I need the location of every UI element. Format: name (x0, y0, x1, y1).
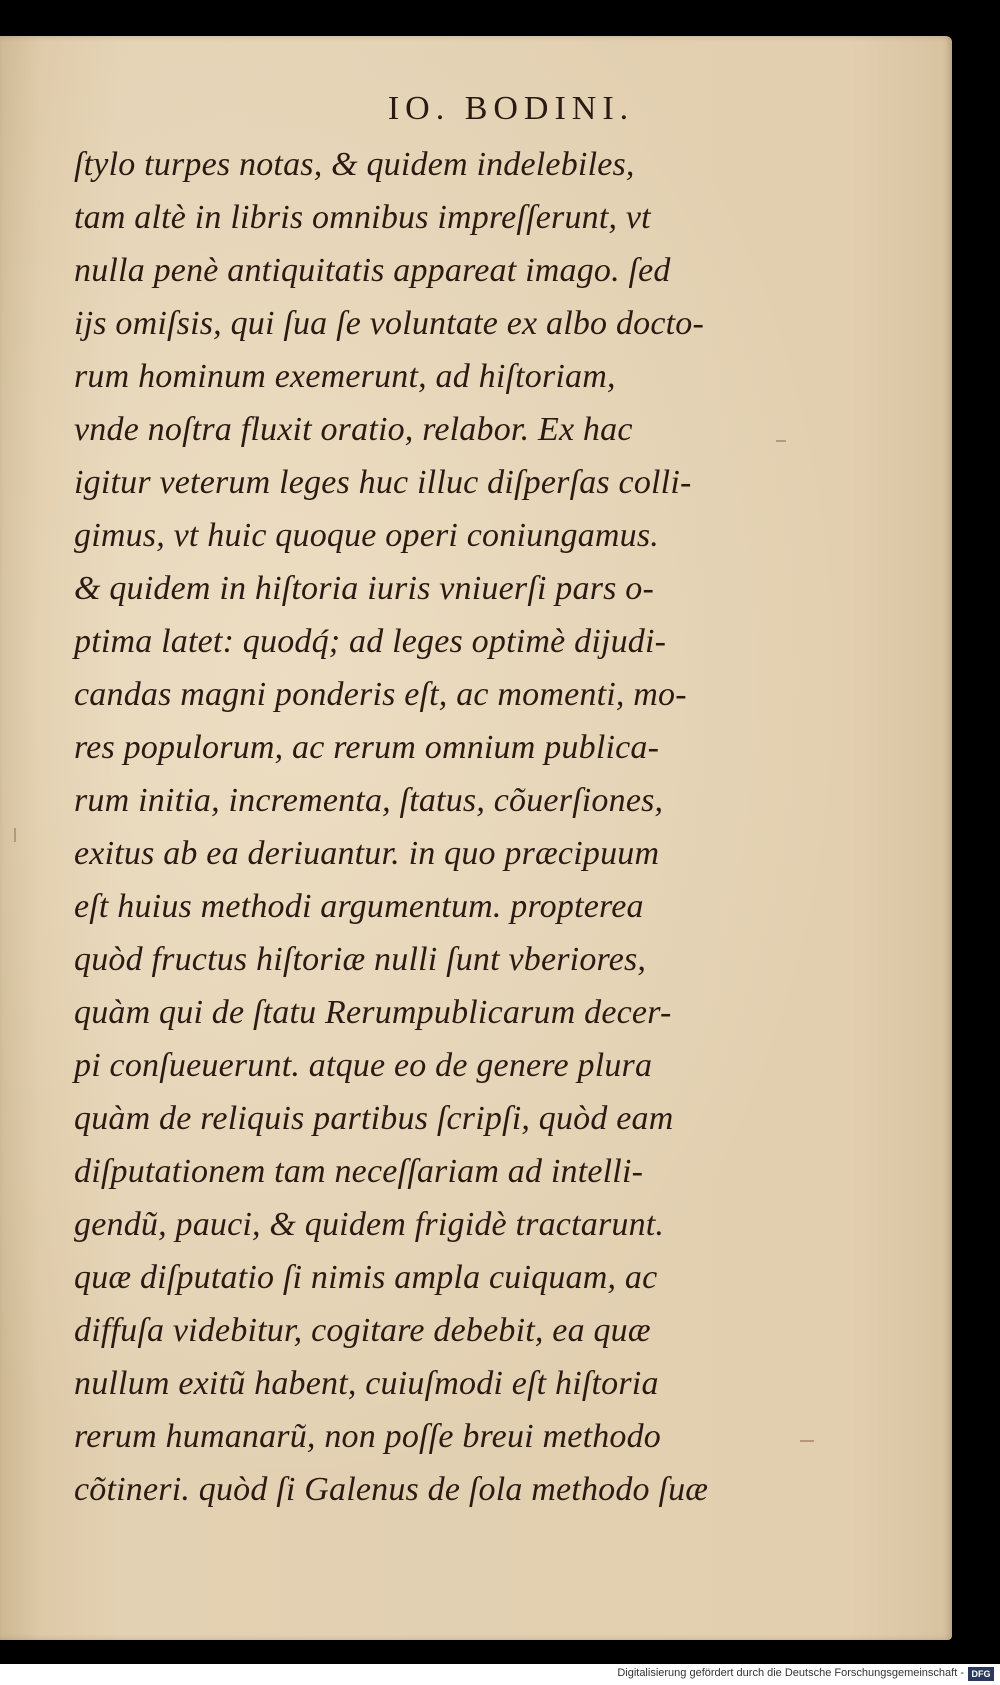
text-line: ſtylo turpes notas, & quidem indelebiles, (74, 146, 635, 183)
text-line: pi conſueuerunt. atque eo de genere plura (74, 1047, 653, 1084)
text-line: quòd fructus hiſtoriæ nulli ſunt vberiores, (74, 941, 647, 978)
text-line: quàm de reliquis partibus ſcripſi, quòd eam (74, 1100, 674, 1137)
dfg-logo: DFG (968, 1667, 994, 1681)
text-line: igitur veterum leges huc illuc diſperſas colli- (74, 464, 692, 501)
book-page (0, 36, 952, 1640)
text-line: res populorum, ac rerum omnium publica- (74, 729, 660, 766)
margin-mark (14, 828, 16, 842)
text-block (74, 138, 774, 1516)
text-line: diffuſa videbitur, cogitare debebit, ea quæ (74, 1312, 651, 1349)
text-line: tam altè in libris omnibus impreſſerunt, vt (74, 199, 651, 236)
footer-bar (0, 1664, 1000, 1685)
text-line: quæ diſputatio ſi nimis ampla cuiquam, ac (74, 1259, 658, 1296)
margin-mark (776, 440, 786, 442)
text-line: nullum exitũ habent, cuiuſmodi eſt hiſtoria (74, 1365, 659, 1402)
text-line: cõtineri. quòd ſi Galenus de ſola methodo ſuæ (74, 1471, 709, 1508)
text-line: eſt huius methodi argumentum. propterea (74, 888, 644, 925)
text-line: & quidem in hiſtoria iuris vniuerſi pars o- (74, 570, 654, 607)
text-line: rerum humanarũ, non poſſe breui methodo (74, 1418, 662, 1455)
text-line: rum initia, incrementa, ſtatus, cõuerſiones, (74, 782, 664, 819)
text-line: exitus ab ea deriuantur. in quo præcipuum (74, 835, 660, 872)
margin-mark (800, 1440, 814, 1442)
text-line: nulla penè antiquitatis appareat imago. ſed (74, 252, 671, 289)
text-line: gendũ, pauci, & quidem frigidè tractarunt. (74, 1206, 665, 1243)
text-line: gimus, vt huic quoque operi coniungamus. (74, 517, 659, 554)
text-line: diſputationem tam neceſſariam ad intelli- (74, 1153, 644, 1190)
text-line: quàm qui de ſtatu Rerumpublicarum decer- (74, 994, 672, 1031)
funding-credit: Digitalisierung gefördert durch die Deutsche Forschungsgemeinschaft - (617, 1667, 964, 1679)
text-line: vnde noſtra fluxit oratio, relabor. Ex hac (74, 411, 633, 448)
text-line: ptima latet: quodq́; ad leges optimè dijudi- (74, 623, 667, 660)
text-line: rum hominum exemerunt, ad hiſtoriam, (74, 358, 616, 395)
running-head: IO. BODINI. (387, 90, 635, 127)
text-line: ijs omiſsis, qui ſua ſe voluntate ex albo docto- (74, 305, 705, 342)
text-line: candas magni ponderis eſt, ac momenti, mo- (74, 676, 687, 713)
